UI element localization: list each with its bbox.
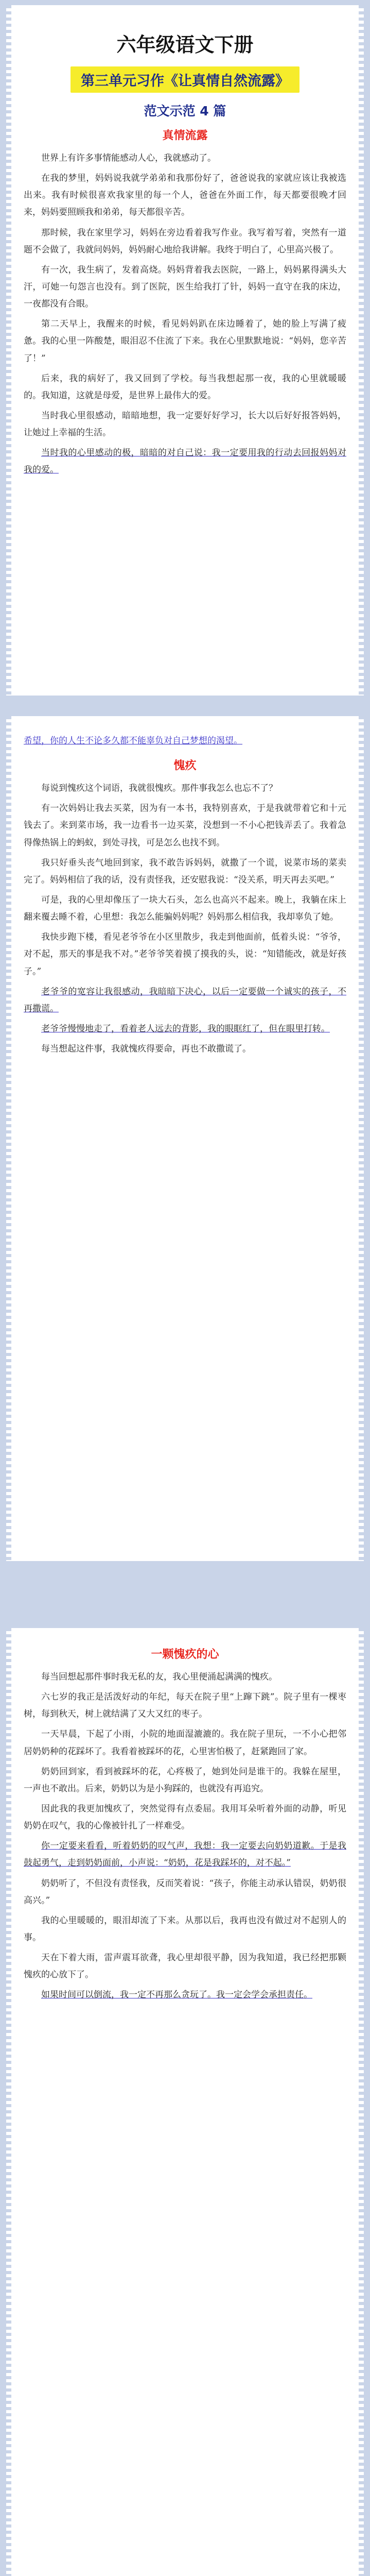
paragraph: 可是，我的心里却像压了一块大石头，怎么也高兴不起来。晚上，我躺在床上翻来覆去睡不着，心里想：我怎么能骗妈妈呢？妈妈那么相信我，我却辜负了她。 [24, 894, 346, 923]
paragraph: 我的心里暖暖的，眼泪却流了下来。从那以后，我再也没有做过对不起别人的事。 [24, 1915, 346, 1943]
essay-body-1 [24, 150, 346, 479]
highlighted-paragraph: 老爷爷的宽容让我很感动，我暗暗下决心，以后一定要做一个诚实的孩子，不再撒谎。 [24, 986, 346, 1014]
paragraph: 一天早晨，下起了小雨，小院的地面湿漉漉的。我在院子里玩，一不小心把邻居奶奶种的花踩坏了。我看着被踩坏的花，心里害怕极了，赶紧跑回了家。 [24, 1729, 346, 1757]
essay-body-3 [24, 1669, 346, 2004]
essay-card-1 [6, 5, 364, 696]
essay-body-2 [24, 780, 346, 1058]
highlighted-paragraph: 当时我的心里感动的极，暗暗的对自己说：我一定要用我的行动去回报妈妈对我的爱。 [24, 448, 346, 476]
unit-title-wrap [24, 66, 346, 93]
paragraph: 每说到愧疚这个词语，我就很愧疚。那件事我怎么也忘不了？ [41, 783, 277, 794]
main-title: 六年级语文下册 [116, 33, 254, 56]
paragraph: 奶奶听了，不但没有责怪我，反而笑着说：“孩子，你能主动承认错误，奶奶很高兴。” [24, 1878, 346, 1906]
paragraph: 每当回想起那件事时我无私的友，我心里便涌起满满的愧疚。 [41, 1672, 277, 1682]
essay-card-2 [6, 716, 364, 1561]
highlighted-paragraph: 老爷爷慢慢地走了，看着老人远去的背影，我的眼眶红了，但在眼里打转。 [41, 1023, 330, 1034]
paragraph: 第二天早上，我醒来的时候，看见妈妈趴在床边睡着了，她的脸上写满了疲惫。我的心里一阵酸楚，眼泪忍不住流了下来。我在心里默默地说：“妈妈，您辛苦了！” [24, 319, 346, 364]
paragraph: 我只好垂头丧气地回到家，我不敢告诉妈妈，就撒了一个谎，说菜市场的菜卖完了。妈妈相信了我的话，没有责怪我，还安慰我说：“没关系，明天再去买吧。” [24, 857, 346, 885]
paragraph: 每当想起这件事，我就愧疚得要命，再也不敢撒谎了。 [41, 1044, 251, 1055]
continued-text: 希望，你的人生不论多久都不能辜负对自己梦想的渴望。 [24, 736, 242, 746]
unit-title: 第三单元习作《让真情自然流露》 [71, 66, 299, 93]
highlighted-paragraph: 如果时间可以倒流，我一定不再那么贪玩了。我一定会学会承担责任。 [41, 1990, 312, 2001]
paragraph: 有一次，我生病了，发着高烧。妈妈背着我去医院，一路上，妈妈累得满头大汗，可她一句怨言也没有。到了医院，医生给我打了针，妈妈一直守在我的床边，一夜都没有合眼。 [24, 264, 346, 310]
paragraph: 我快步跑下楼，看见老爷爷在小区里散步，我走到他面前，低着头说：“爷爷，对不起，那天的事是我不对。”老爷爷笑着摸了摸我的头，说：“知错能改，就是好孩子。” [24, 932, 346, 977]
paragraph: 奶奶回到家，看到被踩坏的花，心疼极了，她到处问是谁干的。我躲在屋里，一声也不敢出。后来，奶奶以为是小狗踩的，也就没有再追究。 [24, 1766, 346, 1794]
essay-title-1: 真情流露 [162, 129, 208, 142]
essay-title-2: 愧疚 [173, 759, 197, 773]
paragraph: 六七岁的我正是活泼好动的年纪，每天在院子里“上蹿下跳”。院子里有一棵枣树，每到秋天，树上就结满了又大又红的枣子。 [24, 1692, 346, 1720]
essay-card-3 [6, 1628, 364, 2576]
paragraph: 在我的梦里，妈妈说我就学弟弟和我那份好了，爸爸说我的家就应该让我被选出来。我有时候很喜欢我家里的每一个人，爸爸在外面工作，每天都要很晚才回来，妈妈要照顾我和弟弟，每天都很辛苦。 [24, 173, 346, 218]
paragraph: 后来，我的病好了，我又回到了学校。每当我想起那一夜，我的心里就暖暖的。我知道，这就是母爱，是世界上最伟大的爱。 [24, 373, 346, 401]
paragraph: 有一次妈妈让我去买菜，因为有一本书，我特别喜欢，于是我就带着它和十元钱去了。来到菜市场，我一边看书一边买菜，没想到一不小心把钱弄丢了。我着急得像热锅上的蚂蚁，到处寻找，可是怎么也找不到。 [24, 803, 346, 848]
paragraph: 天在下着大雨，雷声震耳欲聋，我心里却很平静，因为我知道，我已经把那颗愧疚的心放下了。 [24, 1953, 346, 1980]
paragraph: 世界上有许多事情能感动人心，我就感动了。 [41, 153, 216, 163]
essay-title-3: 一颗愧疚的心 [151, 1648, 219, 1661]
paragraph: 那时候，我在家里学习，妈妈在旁边看着我写作业。我写着写着，突然有一道题不会做了，我就问妈妈，妈妈耐心地给我讲解。我终于明白了，心里高兴极了。 [24, 227, 346, 255]
sub-title: 范文示范 4 篇 [144, 104, 226, 118]
paragraph: 当时我心里很感动，暗暗地想，我一定要好好学习，长大以后好好报答妈妈，让她过上幸福的生活。 [24, 410, 346, 438]
highlighted-paragraph: 你一定要来看看，听着奶奶的叹气声，我想：我一定要去向奶奶道歉。于是我鼓起勇气，走到奶奶面前，小声说：“奶奶，花是我踩坏的，对不起。” [24, 1841, 346, 1869]
paragraph: 因此我的我更加愧疚了，突然觉得有点委屈。我用耳朵听着外面的动静，听见奶奶在叹气，我的心像被针扎了一样难受。 [24, 1803, 346, 1832]
